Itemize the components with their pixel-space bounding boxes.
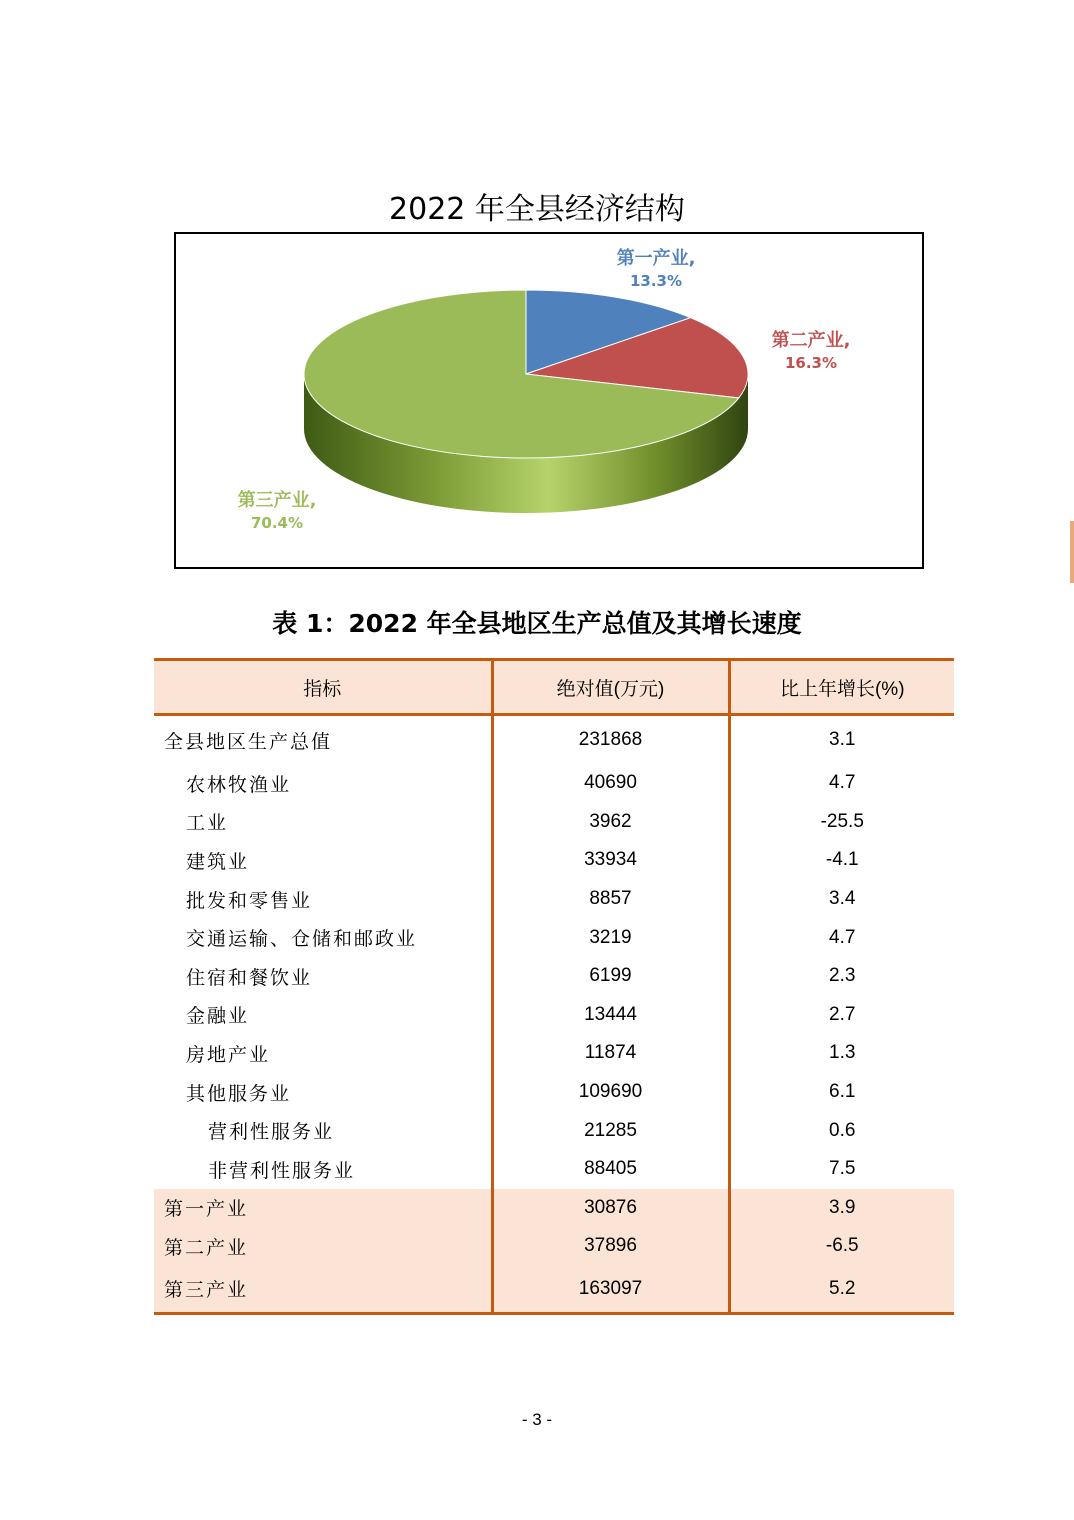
table-row [154, 918, 954, 957]
row-growth: 3.4 [729, 880, 954, 919]
row-name: 住宿和餐饮业 [186, 966, 313, 989]
table-row [154, 1189, 954, 1228]
row-value: 3962 [492, 803, 729, 842]
table-row [154, 1034, 954, 1073]
row-name: 第一产业 [154, 1189, 492, 1228]
row-name: 房地产业 [186, 1043, 271, 1066]
row-value: 8857 [492, 880, 729, 919]
row-name: 农林牧渔业 [186, 773, 292, 796]
row-name: 金融业 [186, 1005, 250, 1028]
pie-label-primary-percent: 13.3% [629, 272, 683, 290]
row-growth: -25.5 [729, 803, 954, 842]
row-value: 13444 [492, 996, 729, 1035]
row-name: 全县地区生产总值 [164, 730, 333, 753]
row-growth: 4.7 [729, 764, 954, 803]
row-value: 40690 [492, 764, 729, 803]
pie-label-secondary-percent: 16.3% [784, 354, 838, 372]
edge-bookmark-tab [1070, 521, 1074, 583]
header-growth: 比上年增长(%) [729, 660, 954, 715]
table-row [154, 880, 954, 919]
row-name: 批发和零售业 [186, 889, 313, 912]
header-absolute-value: 绝对值(万元) [492, 660, 729, 715]
row-name: 其他服务业 [186, 1082, 292, 1105]
page-number: - 3 - [521, 1410, 553, 1429]
row-name: 交通运输、仓储和邮政业 [186, 928, 418, 951]
row-growth: 6.1 [729, 1073, 954, 1112]
pie-label-tertiary-name: 第三产业, [237, 490, 317, 511]
row-value: 109690 [492, 1073, 729, 1112]
table-row [154, 1150, 954, 1189]
row-name: 营利性服务业 [208, 1121, 335, 1144]
row-value: 88405 [492, 1150, 729, 1189]
row-growth: -6.5 [729, 1227, 954, 1266]
row-growth: 0.6 [729, 1111, 954, 1150]
row-name: 非营利性服务业 [208, 1159, 356, 1182]
table-header-row [154, 660, 954, 715]
row-growth: 1.3 [729, 1034, 954, 1073]
row-name: 第二产业 [154, 1227, 492, 1266]
row-growth: 2.7 [729, 996, 954, 1035]
pie-chart [174, 232, 924, 569]
row-value: 163097 [492, 1266, 729, 1314]
table-row [154, 715, 954, 765]
row-name: 建筑业 [186, 850, 250, 873]
row-growth: 7.5 [729, 1150, 954, 1189]
row-growth: -4.1 [729, 841, 954, 880]
pie-label-secondary-name: 第二产业, [771, 330, 851, 351]
row-value: 30876 [492, 1189, 729, 1228]
row-growth: 2.3 [729, 957, 954, 996]
row-value: 231868 [492, 715, 729, 765]
pie-label-tertiary-percent: 70.4% [250, 514, 304, 532]
pie-label-secondary [751, 330, 871, 374]
row-value: 37896 [492, 1227, 729, 1266]
header-indicator: 指标 [154, 660, 492, 715]
table-row [154, 1111, 954, 1150]
row-growth: 4.7 [729, 918, 954, 957]
pie-label-primary-name: 第一产业, [616, 248, 696, 269]
row-growth: 3.1 [729, 715, 954, 765]
row-value: 11874 [492, 1034, 729, 1073]
row-name: 第三产业 [154, 1266, 492, 1314]
pie-label-primary [596, 248, 716, 292]
row-growth: 5.2 [729, 1266, 954, 1314]
table-row [154, 996, 954, 1035]
table-row [154, 841, 954, 880]
table-row [154, 1073, 954, 1112]
table-row [154, 803, 954, 842]
row-value: 33934 [492, 841, 729, 880]
row-growth: 3.9 [729, 1189, 954, 1228]
chart-title: 2022 年全县经济结构 [389, 192, 685, 227]
table-row [154, 764, 954, 803]
row-value: 3219 [492, 918, 729, 957]
row-value: 6199 [492, 957, 729, 996]
table-title: 表 1：2022 年全县地区生产总值及其增长速度 [272, 609, 802, 638]
table-row [154, 1227, 954, 1266]
table-row [154, 957, 954, 996]
table-row [154, 1266, 954, 1314]
gdp-table [154, 658, 954, 1315]
pie-label-tertiary [222, 490, 332, 534]
row-value: 21285 [492, 1111, 729, 1150]
row-name: 工业 [186, 812, 229, 835]
